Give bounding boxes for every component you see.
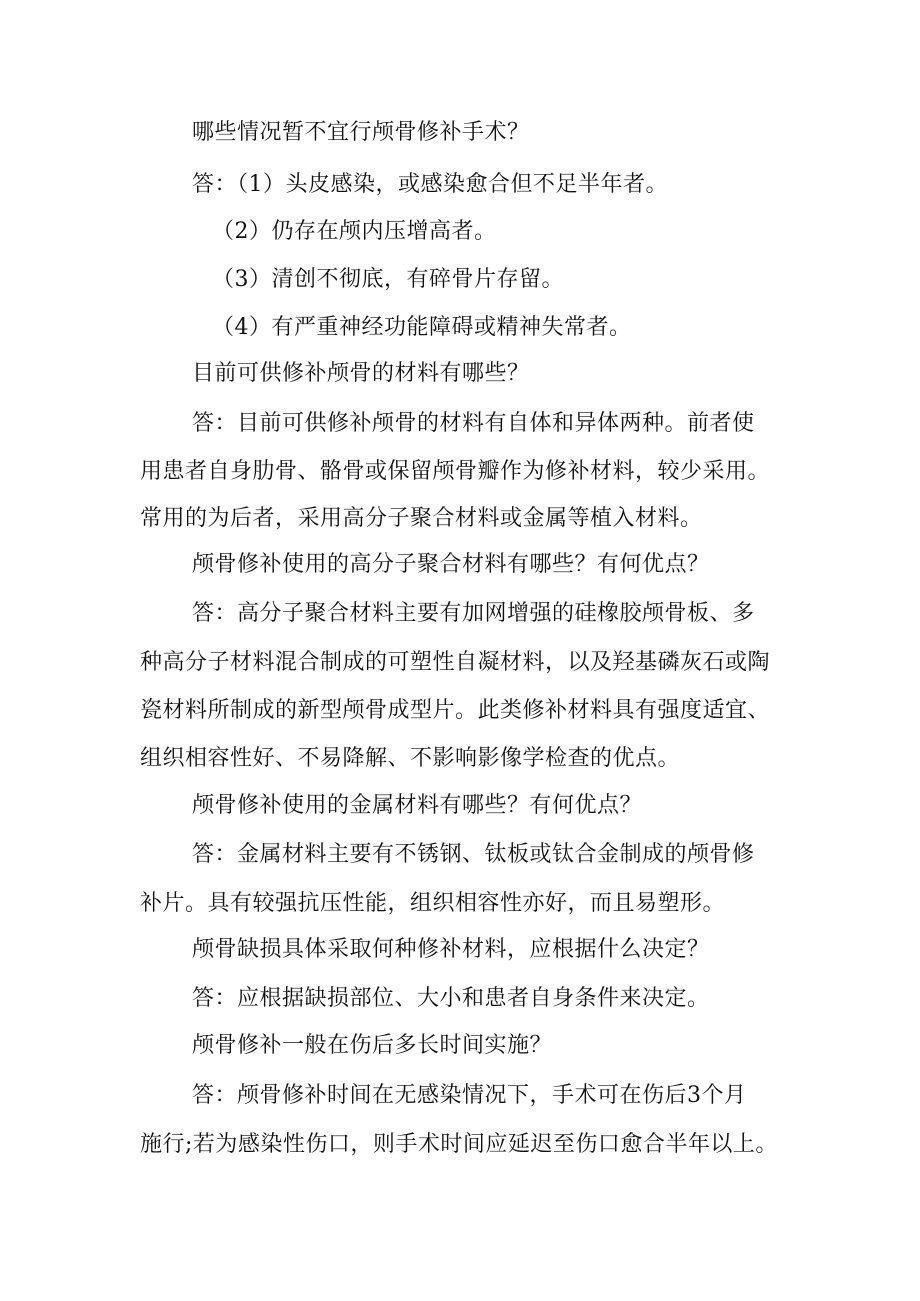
answer-6-line-2: 施行;若为感染性伤口，则手术时间应延迟至伤口愈合半年以上。 xyxy=(140,1132,778,1157)
answer-5: 答：应根据缺损部位、大小和患者自身条件来决定。 xyxy=(192,986,710,1011)
question-6: 颅骨修补一般在伤后多长时间实施？ xyxy=(192,1033,553,1058)
answer-3-line-4: 组织相容性好、不易降解、不影响影像学检查的优点。 xyxy=(140,746,681,771)
answer-2-line-3: 常用的为后者，采用高分子聚合材料或金属等植入材料。 xyxy=(140,506,703,531)
answer-4-line-1: 答：金属材料主要有不锈钢、钛板或钛合金制成的颅骨修 xyxy=(192,842,755,867)
answer-4-line-2: 补片。具有较强抗压性能，组织相容性亦好，而且易塑形。 xyxy=(140,891,726,916)
answer-2-line-2: 用患者自身肋骨、骼骨或保留颅骨瓣作为修补材料，较少采用。 xyxy=(140,459,771,484)
question-1: 哪些情况暂不宜行颅骨修补手术？ xyxy=(192,120,530,145)
answer-1-item-3: （3）清创不彻底，有碎骨片存留。 xyxy=(212,267,564,292)
answer-6-line-1: 答：颅骨修补时间在无感染情况下，手术可在伤后3个月 xyxy=(192,1083,747,1108)
answer-1-item-1: 答：（1）头皮感染，或感染愈合但不足半年者。 xyxy=(192,172,668,197)
question-5: 颅骨缺损具体采取何种修补材料，应根据什么决定？ xyxy=(192,937,710,962)
answer-1-item-4: （4）有严重神经功能障碍或精神失常者。 xyxy=(212,315,632,340)
answer-1-item-2: （2）仍存在颅内压增高者。 xyxy=(212,219,497,244)
question-2: 目前可供修补颅骨的材料有哪些？ xyxy=(192,361,530,386)
answer-3-line-1: 答：高分子聚合材料主要有加网增强的硅橡胶颅骨板、多 xyxy=(192,601,755,626)
answer-2-line-1: 答：目前可供修补颅骨的材料有自体和异体两种。前者使 xyxy=(192,411,755,436)
answer-3-line-3: 瓷材料所制成的新型颅骨成型片。此类修补材料具有强度适宜、 xyxy=(140,698,771,723)
answer-3-line-2: 种高分子材料混合制成的可塑性自凝材料，以及羟基磷灰石或陶 xyxy=(140,650,771,675)
question-3: 颅骨修补使用的高分子聚合材料有哪些？有何优点？ xyxy=(192,552,710,577)
question-4: 颅骨修补使用的金属材料有哪些？有何优点？ xyxy=(192,793,643,818)
